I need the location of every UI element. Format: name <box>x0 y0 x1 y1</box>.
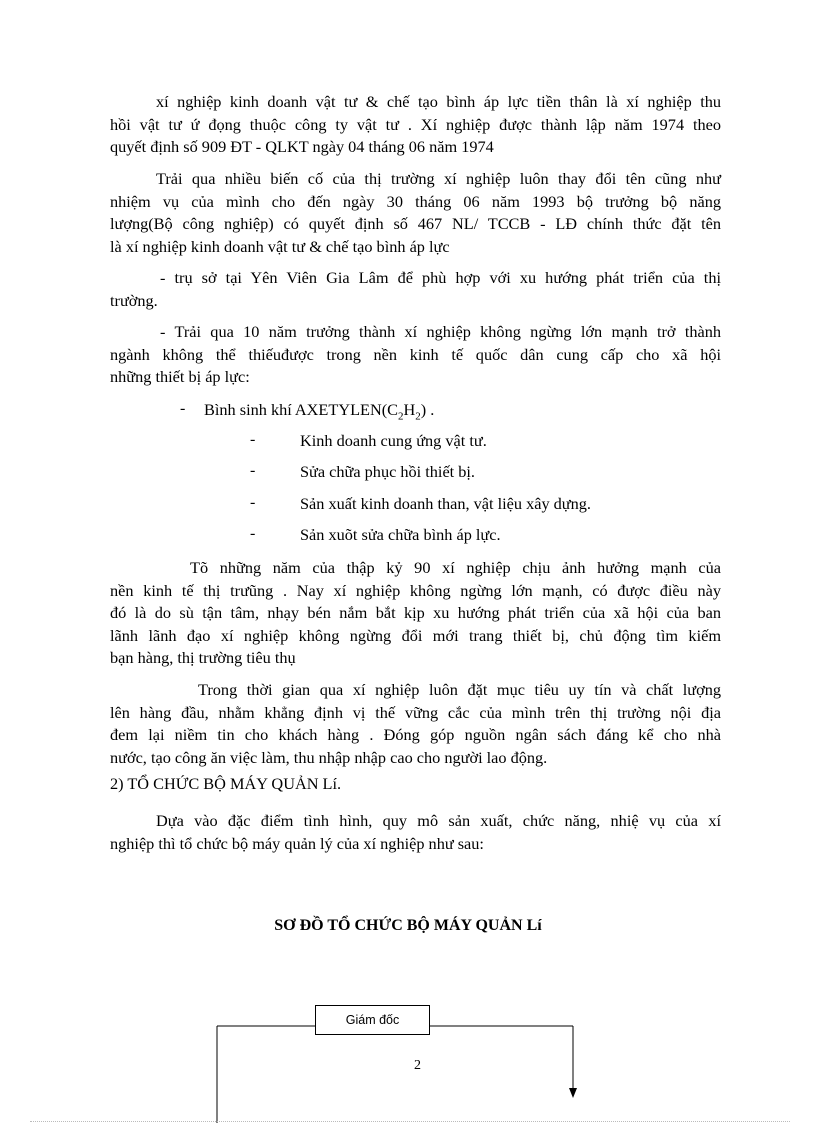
text-line: đem lại niềm tin cho khách hàng . Đóng góp nguồn ngân sách đáng kể cho nhà <box>110 725 721 744</box>
list-item: Kinh doanh cung ứng vật tư. <box>300 431 487 450</box>
arrow-down-icon <box>569 1088 577 1098</box>
diagram-title: SƠ ĐỒ TỔ CHỨC BỘ MÁY QUẢN Lí <box>274 917 542 934</box>
text-line: trường. <box>110 290 158 310</box>
bullet-dash: - <box>180 400 186 417</box>
bullet-text-prefix: Bình sinh khí AXETYLEN(C <box>204 400 399 419</box>
page-number: 2 <box>414 1058 421 1073</box>
text-line: những thiết bị áp lực: <box>110 367 250 386</box>
org-box-director: Giám đốc <box>315 1005 430 1035</box>
text-line: nghiệp thì tổ chức bộ máy quản lý của xí nghiệp như sau: <box>110 833 484 853</box>
text-line: Dựa vào đặc điểm tình hình, quy mô sản xuất, chức năng, nhiệ vụ của xí <box>156 811 721 830</box>
text-line: Tõ những năm của thập kỷ 90 xí nghiệp chịu ảnh hưởng mạnh của <box>190 558 721 577</box>
bullet-dash: - <box>250 462 256 479</box>
text-line: lượng(Bộ công nghiệp) có quyết định số 467 NL/ TCCB - LĐ chính thức đặt tên <box>110 214 721 233</box>
text-line: - trụ sở tại Yên Viên Gia Lâm để phù hợp với xu hướng phát triển của thị <box>160 268 721 287</box>
bullet-dash: - <box>250 525 256 542</box>
bullet-dash: - <box>250 494 256 511</box>
text-line: nước, tạo công ăn việc làm, thu nhập nhập cao cho người lao động. <box>110 747 548 767</box>
text-line: xí nghiệp kinh doanh vật tư & chế tạo bình áp lực tiền thân là xí nghiệp thu <box>156 92 721 111</box>
text-line: Trải qua nhiều biến cố của thị trường xí nghiệp luôn thay đổi tên cũng như <box>156 169 721 188</box>
text-line: lên hàng đầu, nhằm khẳng định vị thế vững cắc của mình trên thị trường nội địa <box>110 702 721 722</box>
list-item: Sản xuất kinh doanh than, vật liệu xây dựng. <box>300 494 591 513</box>
list-item: Sửa chữa phục hồi thiết bị. <box>300 462 475 481</box>
text-line: nhiệm vụ của mình cho đến ngày 30 tháng 06 năm 1993 bộ trưởng bộ năng <box>110 191 721 211</box>
text-line: nền kinh tế thị trưũng . Nay xí nghiệp không ngừng lớn mạnh, có được điều này <box>110 580 721 600</box>
text-line: ngành không thể thiếuđược trong nền kinh tế quốc dân cung cấp cho xã hội <box>110 344 721 364</box>
text-line: - Trải qua 10 năm trưởng thành xí nghiệp không ngừng lớn mạnh trở thành <box>160 322 721 341</box>
bullet-dash: - <box>250 431 256 448</box>
text-line: hồi vật tư ứ đọng thuộc công ty vật tư . Xí nghiệp được thành lập năm 1974 theo <box>110 114 721 134</box>
subscript: 2 <box>415 410 421 423</box>
text-line: lãnh lãnh đạo xí nghiệp không ngừng đổi mới trang thiết bị, chủ động tìm kiếm <box>110 625 721 645</box>
subscript: 2 <box>398 410 404 423</box>
text-line: bạn hàng, thị trường tiêu thụ <box>110 648 296 667</box>
section-heading: 2) TỔ CHỨC BỘ MÁY QUẢN Lí. <box>110 774 342 793</box>
bullet-text-suffix: ) . <box>420 400 435 419</box>
text-line: Trong thời gian qua xí nghiệp luôn đặt mục tiêu uy tín và chất lượng <box>198 680 721 699</box>
list-item: Sản xuõt sửa chữa bình áp lực. <box>300 525 501 544</box>
page-break-line <box>30 1121 790 1122</box>
text-line: là xí nghiệp kinh doanh vật tư & chế tạo bình áp lực <box>110 236 450 256</box>
text-line: đó là do sù tận tâm, nhạy bén nắm bắt kịp xu hướng phát triển của xã hội của ban <box>110 603 721 622</box>
bullet-text-mid: H <box>403 400 416 419</box>
text-line: quyết định số 909 ĐT - QLKT ngày 04 tháng 06 năm 1974 <box>110 137 494 156</box>
